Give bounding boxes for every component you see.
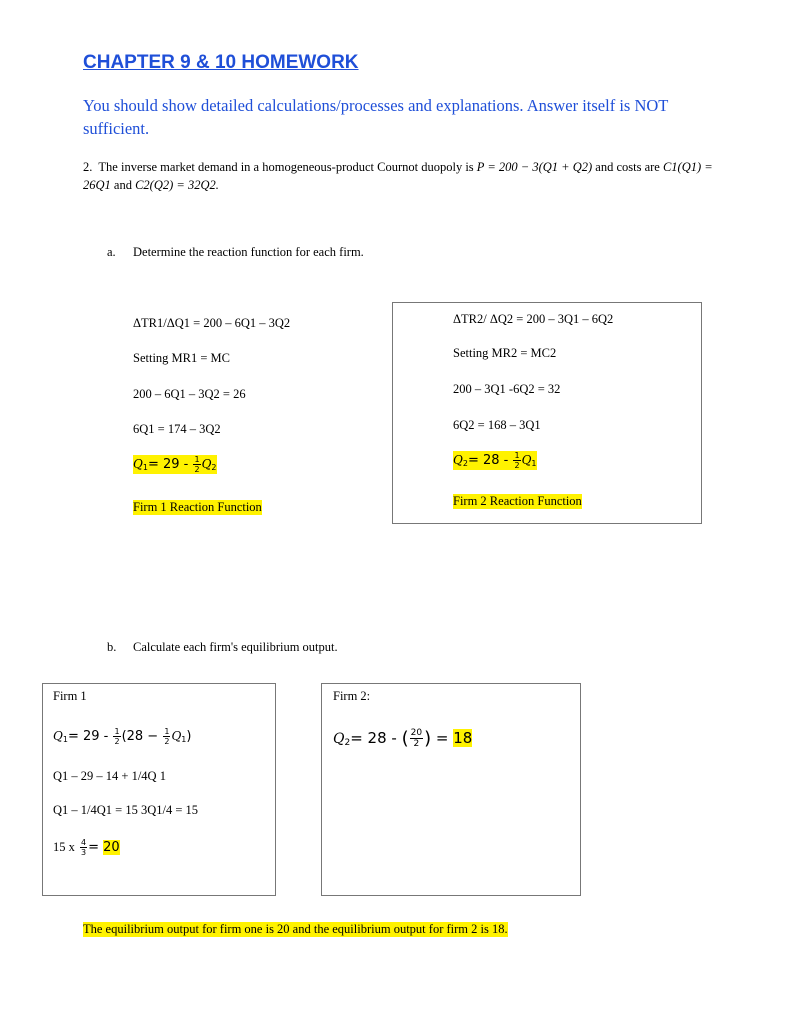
- firm1-final-output: 15 x $\frac{4}{3}$ = 20: [53, 838, 120, 857]
- firm2-heading: Firm 2:: [333, 689, 371, 703]
- firm2-line: 200 – 3Q1 -6Q2 = 32: [453, 382, 561, 396]
- firm2-reaction-caption: Firm 2 Reaction Function: [453, 494, 582, 508]
- firm2-reaction-box: [392, 302, 702, 524]
- firm1-line: Setting MR1 = MC: [133, 351, 230, 365]
- part-b-text: Calculate each firm's equilibrium output.: [133, 640, 338, 654]
- firm2-output-equation: Q2= 28 - ( $\frac{20}{2}$ ) = 18: [333, 728, 473, 749]
- question-number: 2.: [83, 160, 93, 174]
- firm1-substitution-equation: Q1= 29 - $\frac{1}{2}$ (28 − $\frac{1}{2}$ Q1): [53, 727, 192, 746]
- firm2-output-value: 18: [453, 729, 473, 747]
- part-a-label: a.: [107, 245, 116, 259]
- firm2-line: Setting MR2 = MC2: [453, 346, 557, 360]
- question-2: [83, 158, 738, 194]
- firm1-line: 200 – 6Q1 – 3Q2 = 26: [133, 387, 246, 401]
- question-and: and: [113, 178, 132, 192]
- cost-function-2: C2(Q2) = 32Q2.: [135, 178, 219, 192]
- firm1-heading: Firm 1: [53, 689, 87, 703]
- question-text-1: The inverse market demand in a homogeneous-product Cournot duopoly is: [98, 160, 474, 174]
- firm2-line: ΔTR2/ ΔQ2 = 200 – 3Q1 – 6Q2: [453, 312, 614, 326]
- conclusion: The equilibrium output for firm one is 20 and the equilibrium output for firm 2 is 18.: [83, 922, 508, 936]
- firm1-line: 6Q1 = 174 – 3Q2: [133, 422, 221, 436]
- firm1-reaction-caption: Firm 1 Reaction Function: [133, 500, 262, 514]
- part-b-label: b.: [107, 640, 117, 654]
- firm2-line: 6Q2 = 168 – 3Q1: [453, 418, 541, 432]
- question-text-2: and costs are: [595, 160, 660, 174]
- firm1-line: ΔTR1/ΔQ1 = 200 – 6Q1 – 3Q2: [133, 316, 291, 330]
- firm2-reaction-function: Q2= 28 - $\frac{1}{2}$ Q1: [453, 451, 537, 470]
- cost-function-1: C1(Q1) = 26Q1: [83, 160, 713, 192]
- instructions: You should show detailed calculations/processes and explanations. Answer itself is NOT sufficient.: [83, 96, 669, 138]
- part-a-text: Determine the reaction function for each firm.: [133, 245, 364, 259]
- firm1-reaction-function: Q1= 29 - $\frac{1}{2}$ Q2: [133, 455, 217, 474]
- firm1-step-3: Q1 – 1/4Q1 = 15 3Q1/4 = 15: [53, 803, 199, 817]
- firm1-step-2: Q1 – 29 – 14 + 1/4Q 1: [53, 769, 166, 783]
- demand-equation: P = 200 − 3(Q1 + Q2): [476, 160, 593, 174]
- firm1-output-value: 20: [103, 840, 120, 855]
- page-title: CHAPTER 9 & 10 HOMEWORK: [83, 52, 359, 73]
- firm2-equilibrium-box: [321, 683, 581, 896]
- firm1-equilibrium-box: [42, 683, 276, 896]
